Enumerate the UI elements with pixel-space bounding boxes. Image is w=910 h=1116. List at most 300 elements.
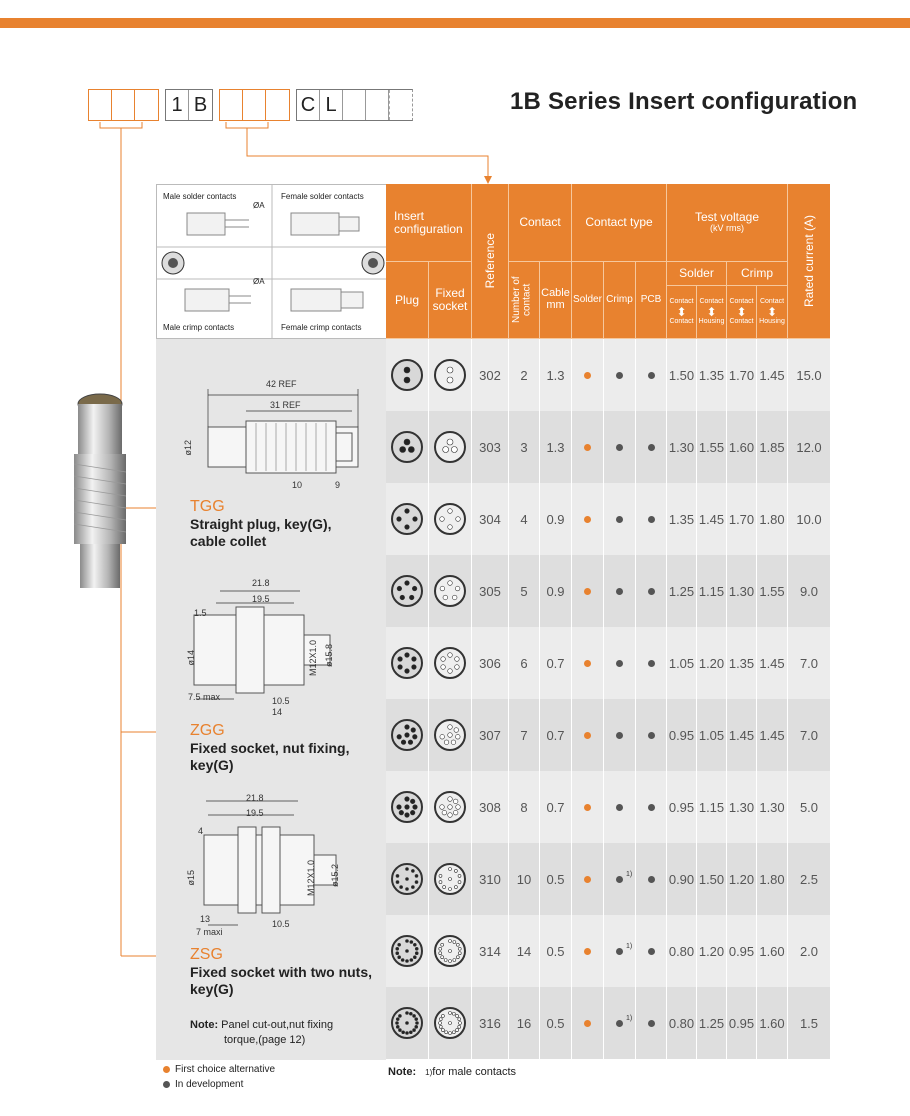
orange-dot-icon	[584, 372, 591, 379]
header-text: Contact	[669, 318, 694, 326]
dim-label: ø15	[186, 870, 196, 886]
reference-cell: 310	[472, 843, 509, 915]
gray-dot-icon	[616, 588, 623, 595]
tv-solder-housing-cell: 1.45	[697, 483, 727, 555]
plug-insert-cell	[386, 987, 429, 1059]
header-cable-mm	[540, 262, 572, 339]
arrow-icon: ⬍	[766, 304, 778, 319]
crimp-cell	[604, 915, 636, 987]
rated-current-cell: 5.0	[799, 799, 819, 815]
dim-label: 21.8	[246, 793, 264, 803]
crimp-cell	[604, 699, 636, 771]
dim-label: M12X1.0	[308, 640, 318, 677]
series-code-tgg: TGG	[190, 498, 225, 515]
socket-insert-icon	[433, 718, 467, 752]
code-cell: B	[193, 94, 208, 116]
socket-insert-cell	[429, 987, 472, 1059]
tv-crimp-contact-cell: 1.60	[727, 411, 757, 483]
solder-cell	[572, 483, 604, 555]
dim-label: 10.5	[272, 919, 290, 929]
contact-count-cell: 7	[509, 699, 540, 771]
footnote-sup: 1)	[425, 1068, 433, 1077]
note-text: Panel cut-out,nut fixing	[221, 1019, 334, 1031]
series-desc-line: Fixed socket, nut fixing,	[190, 740, 350, 756]
dim-label: 1.5	[194, 608, 207, 618]
cable-cell: 0.7	[540, 771, 572, 843]
tv-solder-contact-cell: 0.95	[667, 771, 697, 843]
table-row	[386, 339, 830, 411]
series-desc-line: key(G)	[190, 981, 234, 997]
crimp-cell	[604, 627, 636, 699]
tv-crimp-contact-cell: 1.30	[727, 771, 757, 843]
plug-insert-cell	[386, 771, 429, 843]
pcb-cell	[636, 627, 667, 699]
dim-label: 7.5 max	[188, 692, 221, 702]
tv-solder-contact-cell: 1.35	[667, 483, 697, 555]
footnote	[388, 1066, 516, 1078]
series-desc-line: Fixed socket with two nuts,	[190, 964, 373, 980]
footnote-text: for male contacts	[432, 1066, 517, 1078]
reference-cell: 314	[472, 915, 509, 987]
cable-cell: 0.9	[540, 483, 572, 555]
tv-solder-housing-cell: 1.20	[697, 627, 727, 699]
plug-insert-icon	[390, 358, 424, 392]
male-crimp-label: Male crimp contacts	[163, 323, 235, 332]
tv-crimp-housing-cell: 1.55	[757, 555, 788, 627]
footnote-marker: 1)	[626, 1015, 633, 1022]
header-tv-sub-2	[697, 286, 727, 339]
header-plug	[386, 262, 429, 339]
header-solder	[572, 262, 604, 339]
tv-solder-housing-cell: 1.25	[697, 987, 727, 1059]
reference-cell: 316	[472, 987, 509, 1059]
rated-current-cell: 15.0	[796, 367, 822, 383]
tv-crimp-contact-cell: 0.95	[727, 987, 757, 1059]
series-code-zgg: ZGG	[190, 722, 225, 739]
footnote-label: Note:	[388, 1066, 417, 1078]
gray-dot-icon	[616, 948, 623, 955]
socket-insert-icon	[433, 574, 467, 608]
header-text: Solder	[679, 266, 714, 281]
header-crimp	[604, 262, 636, 339]
gray-dot-icon	[616, 660, 623, 667]
reference-cell: 305	[472, 555, 509, 627]
contact-count-cell: 2	[509, 339, 540, 411]
tv-solder-housing-cell: 1.50	[697, 843, 727, 915]
code-cell: 1	[166, 90, 189, 120]
socket-insert-cell	[429, 627, 472, 699]
series-desc-line: Straight plug, key(G),	[190, 516, 332, 532]
tv-solder-housing-cell: 1.35	[697, 339, 727, 411]
plug-insert-icon	[390, 790, 424, 824]
header-text: Contact	[519, 215, 561, 230]
solder-cell	[572, 915, 604, 987]
table-row	[386, 771, 830, 843]
contact-count-cell: 10	[509, 843, 540, 915]
pcb-cell	[636, 987, 667, 1059]
solder-cell	[572, 987, 604, 1059]
tv-crimp-contact-cell: 1.20	[727, 843, 757, 915]
orange-dot-icon	[584, 804, 591, 811]
gray-dot-icon	[648, 516, 655, 523]
series-desc-line: cable collet	[190, 533, 267, 549]
arrow-icon: ⬍	[706, 304, 717, 319]
socket-insert-icon	[433, 502, 467, 536]
dim-label: ø15.2	[330, 864, 340, 888]
header-text: Solder	[573, 293, 602, 305]
header-text: Contact	[669, 298, 694, 306]
note-text: torque,(page 12)	[224, 1034, 306, 1046]
rated-current-cell: 9.0	[799, 583, 819, 599]
crimp-cell	[604, 555, 636, 627]
orange-dot-icon	[584, 876, 591, 883]
header-tv-sub-3	[727, 286, 757, 339]
solder-cell	[572, 771, 604, 843]
series-desc-tgg	[190, 516, 332, 550]
header-text: Plug	[394, 292, 420, 307]
dim-label: 14	[272, 707, 283, 717]
table-row	[386, 627, 830, 699]
tv-solder-contact-cell: 0.95	[667, 699, 697, 771]
reference-cell: 304	[472, 483, 509, 555]
socket-insert-cell	[429, 339, 472, 411]
header-tv-solder	[667, 262, 727, 286]
legend-text: In development	[175, 1079, 244, 1090]
socket-insert-icon	[433, 862, 467, 896]
socket-insert-icon	[433, 358, 467, 392]
socket-insert-cell	[429, 483, 472, 555]
plug-insert-icon	[390, 430, 424, 464]
table-row	[386, 483, 830, 555]
solder-cell	[572, 411, 604, 483]
reference-cell: 306	[472, 627, 509, 699]
pcb-cell	[636, 555, 667, 627]
contact-count-cell: 14	[509, 915, 540, 987]
solder-cell	[572, 555, 604, 627]
header-tv-sub-1	[667, 286, 697, 339]
tv-crimp-housing-cell: 1.80	[757, 483, 788, 555]
socket-insert-icon	[433, 646, 467, 680]
cable-cell: 0.9	[540, 555, 572, 627]
header-text: Cable mm	[541, 287, 570, 311]
gray-dot-icon	[616, 876, 623, 883]
pcb-cell	[636, 915, 667, 987]
header-text: Contact	[729, 318, 754, 326]
dim-label: 42 REF	[266, 379, 297, 389]
header-text: Housing	[759, 318, 785, 326]
pcb-cell	[636, 483, 667, 555]
legend-first-choice	[163, 1064, 275, 1075]
contact-diagram-art	[157, 185, 388, 340]
header-insert-configuration	[386, 184, 472, 262]
contact-count-cell: 3	[509, 411, 540, 483]
tv-crimp-housing-cell: 1.80	[757, 843, 788, 915]
gray-dot-icon	[648, 588, 655, 595]
header-text: PCB	[640, 293, 662, 305]
socket-insert-cell	[429, 411, 472, 483]
crimp-cell	[604, 483, 636, 555]
tv-solder-contact-cell: 1.30	[667, 411, 697, 483]
header-rated-current	[788, 184, 830, 339]
cable-cell: 0.5	[540, 843, 572, 915]
orange-dot-icon	[584, 516, 591, 523]
tv-solder-contact-cell: 1.05	[667, 627, 697, 699]
socket-insert-icon	[433, 934, 467, 968]
dim-a-label: ØA	[253, 277, 265, 286]
gray-dot-icon	[616, 1020, 623, 1027]
gray-dot-icon	[648, 948, 655, 955]
reference-cell: 307	[472, 699, 509, 771]
plug-insert-cell	[386, 411, 429, 483]
dim-label: ø12	[183, 440, 193, 456]
tv-solder-housing-cell: 1.15	[697, 771, 727, 843]
series-desc-zsg	[190, 964, 372, 998]
tv-solder-contact-cell: 0.80	[667, 987, 697, 1059]
gray-dot-icon	[616, 804, 623, 811]
cable-cell: 0.7	[540, 627, 572, 699]
contact-count-cell: 4	[509, 483, 540, 555]
tv-crimp-housing-cell: 1.60	[757, 915, 788, 987]
table-row	[386, 915, 830, 987]
socket-insert-cell	[429, 555, 472, 627]
header-reference	[472, 184, 509, 339]
tv-solder-housing-cell: 1.15	[697, 555, 727, 627]
cable-cell: 0.5	[540, 987, 572, 1059]
orange-dot-icon	[584, 588, 591, 595]
header-text: Contact type	[585, 215, 653, 230]
solder-cell	[572, 699, 604, 771]
plug-insert-icon	[390, 934, 424, 968]
plug-insert-cell	[386, 699, 429, 771]
gray-dot-icon	[163, 1081, 170, 1088]
reference-cell: 302	[472, 339, 509, 411]
arrow-icon: ⬍	[736, 304, 747, 319]
contact-count-cell: 16	[509, 987, 540, 1059]
tv-crimp-housing-cell: 1.85	[757, 411, 788, 483]
plug-insert-cell	[386, 627, 429, 699]
tv-crimp-housing-cell: 1.45	[757, 699, 788, 771]
tv-solder-contact-cell: 1.25	[667, 555, 697, 627]
connector-photo	[68, 392, 132, 594]
socket-insert-cell	[429, 843, 472, 915]
gray-dot-icon	[616, 732, 623, 739]
gray-dot-icon	[616, 444, 623, 451]
plug-insert-icon	[390, 646, 424, 680]
dim-label: ø15.8	[324, 644, 334, 668]
page-title: 1B Series Insert configuration	[510, 88, 858, 115]
contact-count-cell: 8	[509, 771, 540, 843]
tv-solder-contact-cell: 0.90	[667, 843, 697, 915]
male-solder-label: Male solder contacts	[163, 192, 237, 201]
plug-insert-cell	[386, 483, 429, 555]
dim-label: 7 maxi	[196, 927, 223, 937]
solder-cell	[572, 843, 604, 915]
tv-crimp-contact-cell: 1.70	[727, 483, 757, 555]
tv-crimp-contact-cell: 1.30	[727, 555, 757, 627]
socket-insert-icon	[433, 790, 467, 824]
tv-crimp-contact-cell: 1.70	[727, 339, 757, 411]
header-text: Contact	[729, 298, 754, 306]
header-text: Crimp	[741, 266, 773, 281]
table-row	[386, 411, 830, 483]
rated-current-cell: 12.0	[796, 439, 822, 455]
footnote-marker: 1)	[626, 871, 633, 878]
table-row	[386, 555, 830, 627]
plug-insert-cell	[386, 555, 429, 627]
tv-solder-contact-cell: 0.80	[667, 915, 697, 987]
dim-label: 10.5	[272, 696, 290, 706]
header-text: Contact	[699, 298, 724, 306]
plug-insert-cell	[386, 843, 429, 915]
female-crimp-label: Female crimp contacts	[281, 323, 362, 332]
crimp-cell	[604, 771, 636, 843]
gray-dot-icon	[616, 372, 623, 379]
header-number-of-contact	[509, 262, 540, 339]
panel-cutout-note	[190, 1018, 333, 1048]
header-text: Fixed socket	[432, 286, 468, 313]
tv-crimp-housing-cell: 1.30	[757, 771, 788, 843]
footnote-marker: 1)	[626, 943, 633, 950]
pcb-cell	[636, 843, 667, 915]
tv-crimp-housing-cell: 1.45	[757, 339, 788, 411]
socket-insert-icon	[433, 1006, 467, 1040]
tv-solder-contact-cell: 1.50	[667, 339, 697, 411]
note-label: Note:	[190, 1019, 219, 1031]
dim-label: 10	[292, 480, 303, 490]
plug-insert-icon	[390, 862, 424, 896]
plug-insert-icon	[390, 718, 424, 752]
table-row	[386, 987, 830, 1059]
socket-insert-cell	[429, 699, 472, 771]
rated-current-cell: 2.0	[799, 943, 819, 959]
dim-label: 9	[335, 480, 341, 490]
crimp-cell	[604, 411, 636, 483]
dim-label: 4	[198, 826, 204, 836]
orange-dot-icon	[584, 948, 591, 955]
plug-insert-icon	[390, 502, 424, 536]
series-desc-line: key(G)	[190, 757, 234, 773]
rated-current-cell: 10.0	[796, 511, 822, 527]
orange-dot-icon	[584, 732, 591, 739]
header-text: Insert configuration	[394, 208, 463, 236]
table-row	[386, 699, 830, 771]
orange-dot-icon	[163, 1066, 170, 1073]
tv-crimp-housing-cell: 1.60	[757, 987, 788, 1059]
rated-current-cell: 1.5	[799, 1015, 819, 1031]
contact-count-cell: 6	[509, 627, 540, 699]
dim-label: 13	[200, 914, 211, 924]
cable-cell: 1.3	[540, 339, 572, 411]
solder-cell	[572, 627, 604, 699]
orange-dot-icon	[584, 1020, 591, 1027]
dim-label: 21.8	[252, 578, 270, 588]
plug-insert-cell	[386, 339, 429, 411]
rated-current-cell: 7.0	[799, 655, 819, 671]
pcb-cell	[636, 771, 667, 843]
contact-diagrams	[156, 184, 387, 339]
header-text: Test voltage	[694, 210, 760, 225]
header-text: Contact	[759, 298, 785, 306]
gray-dot-icon	[648, 804, 655, 811]
tv-solder-housing-cell: 1.05	[697, 699, 727, 771]
orange-dot-icon	[584, 660, 591, 667]
cable-cell: 0.5	[540, 915, 572, 987]
header-tv-crimp	[727, 262, 788, 286]
cable-cell: 1.3	[540, 411, 572, 483]
crimp-cell	[604, 339, 636, 411]
plug-insert-icon	[390, 1006, 424, 1040]
gray-dot-icon	[648, 1020, 655, 1027]
gray-dot-icon	[616, 516, 623, 523]
gray-dot-icon	[648, 660, 655, 667]
header-text: Housing	[698, 318, 725, 326]
header-text: Rated current (A)	[801, 214, 816, 308]
header-pcb	[636, 262, 667, 339]
tv-solder-housing-cell: 1.20	[697, 915, 727, 987]
header-contact-type	[572, 184, 667, 262]
arrow-icon: ⬍	[676, 304, 687, 319]
gray-dot-icon	[648, 876, 655, 883]
plug-insert-icon	[390, 574, 424, 608]
tv-crimp-contact-cell: 1.35	[727, 627, 757, 699]
header-contact	[509, 184, 572, 262]
tv-solder-housing-cell: 1.55	[697, 411, 727, 483]
header-tv-sub-4	[757, 286, 788, 339]
header-test-voltage	[667, 184, 788, 262]
dim-label: 31 REF	[270, 400, 301, 410]
dim-label: 19.5	[252, 594, 270, 604]
contact-count-cell: 5	[509, 555, 540, 627]
rated-current-cell: 7.0	[799, 727, 819, 743]
orange-dot-icon	[584, 444, 591, 451]
header-subtext: (kV rms)	[710, 223, 744, 234]
table-row	[386, 843, 830, 915]
solder-cell	[572, 339, 604, 411]
legend-in-development	[163, 1079, 243, 1090]
series-code-zsg: ZSG	[190, 946, 223, 963]
dim-label: M12X1.0	[306, 860, 316, 897]
socket-insert-cell	[429, 915, 472, 987]
header-text: Crimp	[606, 293, 633, 305]
reference-cell: 308	[472, 771, 509, 843]
header-fixed-socket	[429, 262, 472, 339]
reference-cell: 303	[472, 411, 509, 483]
crimp-cell	[604, 987, 636, 1059]
tv-crimp-contact-cell: 0.95	[727, 915, 757, 987]
header-text: Number of contact	[511, 276, 533, 324]
cable-cell: 0.7	[540, 699, 572, 771]
legend-text: First choice alternative	[175, 1064, 276, 1075]
gray-dot-icon	[648, 444, 655, 451]
header-text: Reference	[482, 233, 497, 289]
gray-dot-icon	[648, 372, 655, 379]
dim-label: ø14	[186, 650, 196, 666]
tv-crimp-contact-cell: 1.45	[727, 699, 757, 771]
code-cell: C	[297, 90, 320, 120]
tv-crimp-housing-cell: 1.45	[757, 627, 788, 699]
crimp-cell	[604, 843, 636, 915]
gray-dot-icon	[648, 732, 655, 739]
pcb-cell	[636, 699, 667, 771]
plug-insert-cell	[386, 915, 429, 987]
code-cell: L	[320, 90, 343, 120]
rated-current-cell: 2.5	[799, 871, 819, 887]
female-solder-label: Female solder contacts	[281, 192, 364, 201]
pcb-cell	[636, 339, 667, 411]
dim-a-label: ØA	[253, 201, 265, 210]
series-desc-zgg	[190, 740, 349, 774]
socket-insert-icon	[433, 430, 467, 464]
